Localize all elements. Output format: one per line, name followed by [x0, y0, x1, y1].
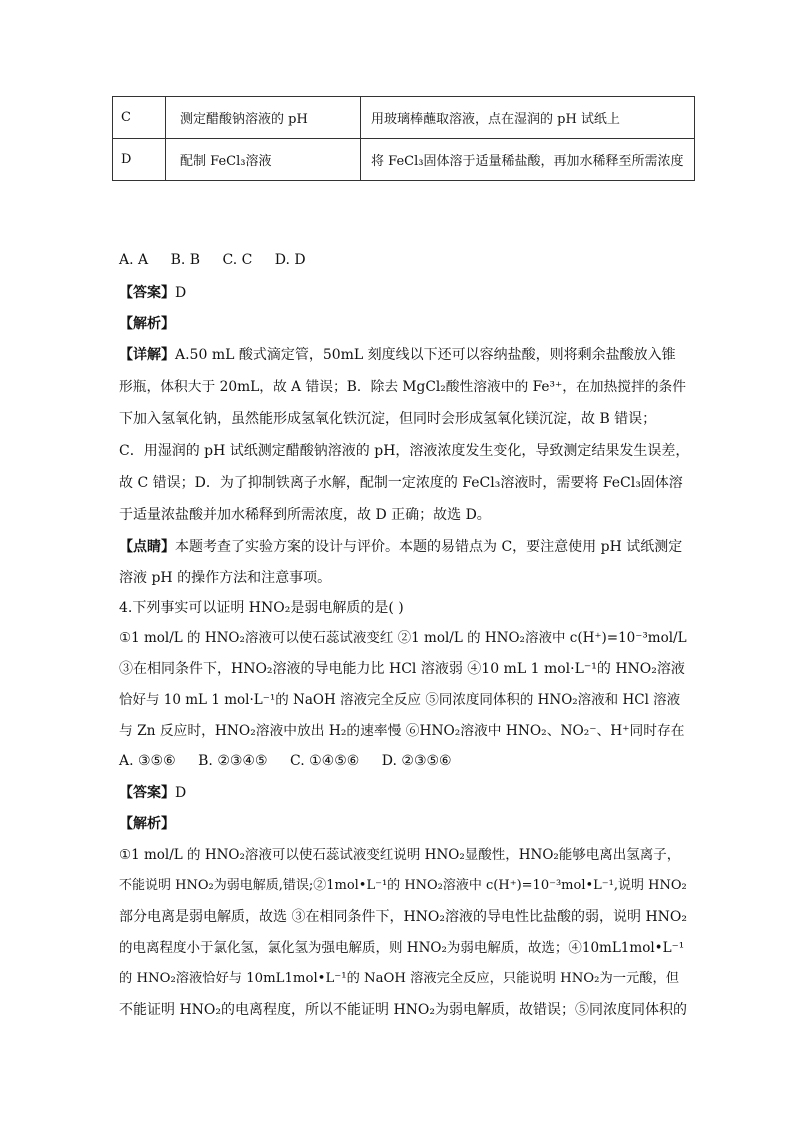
- q3-answer: [119, 283, 689, 303]
- choice-d: D. D: [274, 252, 306, 268]
- q4-stem: 4.下列事实可以证明 HNO₂是弱电解质的是( ): [119, 600, 404, 616]
- q4-choices: [119, 751, 689, 771]
- q3-comment-line: 溶液 pH 的操作方法和注意事项。: [119, 570, 332, 586]
- answer-label: 【答案】: [119, 285, 175, 301]
- analysis-label: 【解析】: [119, 816, 175, 832]
- table-row: [113, 139, 695, 181]
- q4-analysis-line: ①1 mol/L 的 HNO₂溶液可以使石蕊试液变红说明 HNO₂显酸性，HNO₂能够电离出氢离子，: [119, 847, 681, 863]
- q3-detail-line: [119, 345, 689, 365]
- choice-d: D. ②③⑤⑥: [381, 753, 452, 769]
- q4-analysis-line: 部分电离是弱电解质，故选 ③在相同条件下，HNO₂溶液的导电性比盐酸的弱，说明 HNO₂: [119, 909, 687, 925]
- experiment-options-table: [112, 96, 695, 181]
- choice-a: A. A: [119, 252, 149, 268]
- option-key: D: [113, 139, 166, 181]
- experiment-method: 用玻璃棒蘸取溶液，点在湿润的 pH 试纸上: [361, 97, 695, 139]
- choice-b: B. ②③④⑤: [198, 753, 268, 769]
- q3-comment-line: [119, 537, 689, 557]
- answer-value: D: [175, 285, 187, 301]
- q4-analysis-line: 不能说明 HNO₂为弱电解质,错误;②1mol•L⁻¹的 HNO₂溶液中 c(H⁺)=10⁻³mol•L⁻¹,说明 HNO₂: [119, 878, 687, 893]
- q4-statement-line: ③在相同条件下，HNO₂溶液的导电能力比 HCl 溶液弱 ④10 mL 1 mol·L⁻¹的 HNO₂溶液: [119, 661, 685, 677]
- q3-detail-line: 故 C 错误；D．为了抑制铁离子水解，配制一定浓度的 FeCl₃溶液时，需要将 FeCl₃固体溶: [119, 475, 683, 491]
- comment-label: 【点睛】: [119, 539, 175, 555]
- q3-detail-line: 下加入氢氧化钠，虽然能形成氢氧化铁沉淀，但同时会形成氢氧化镁沉淀，故 B 错误；: [119, 411, 657, 427]
- choice-c: C. ①④⑤⑥: [289, 753, 360, 769]
- experiment-action: 配制 FeCl₃溶液: [166, 139, 361, 181]
- detail-text: A.50 mL 酸式滴定管，50mL 刻度线以下还可以容纳盐酸，则将剩余盐酸放入锥: [175, 347, 676, 363]
- q4-statement-line: ①1 mol/L 的 HNO₂溶液可以使石蕊试液变红 ②1 mol/L 的 HNO₂溶液中 c(H⁺)=10⁻³mol/L: [119, 630, 687, 646]
- q3-detail-line: 形瓶，体积大于 20mL，故 A 错误；B．除去 MgCl₂酸性溶液中的 Fe³⁺，在加热搅拌的条件: [119, 379, 687, 395]
- option-key: C: [113, 97, 166, 139]
- q4-analysis-label: [119, 814, 689, 834]
- comment-text: 本题考查了实验方案的设计与评价。本题的易错点为 C，要注意使用 pH 试纸测定: [175, 539, 683, 555]
- table-row: [113, 97, 695, 139]
- q4-analysis-line: 的 HNO₂溶液恰好与 10mL1mol•L⁻¹的 NaOH 溶液完全反应，只能说明 HNO₂为一元酸，但: [119, 971, 679, 986]
- q4-analysis-line: 的电离程度小于氯化氢，氯化氢为强电解质，则 HNO₂为弱电解质，故选；④10mL1mol•L⁻¹: [119, 940, 685, 956]
- q3-detail-line: 于适量浓盐酸并加水稀释到所需浓度，故 D 正确；故选 D。: [119, 507, 491, 523]
- answer-label: 【答案】: [119, 785, 175, 801]
- q4-answer: [119, 783, 689, 803]
- q4-statement-line: 恰好与 10 mL 1 mol·L⁻¹的 NaOH 溶液完全反应 ⑤同浓度同体积的 HNO₂溶液和 HCl 溶液: [119, 692, 681, 708]
- choice-a: A. ③⑤⑥: [119, 753, 176, 769]
- q4-statement-line: 与 Zn 反应时，HNO₂溶液中放出 H₂的速率慢 ⑥HNO₂溶液中 HNO₂、NO₂⁻、H⁺同时存在: [119, 723, 685, 739]
- q3-analysis-label: [119, 314, 689, 334]
- analysis-label: 【解析】: [119, 316, 175, 332]
- answer-value: D: [175, 785, 187, 801]
- experiment-action: 测定醋酸钠溶液的 pH: [166, 97, 361, 139]
- detail-label: 【详解】: [119, 347, 175, 363]
- q4-analysis-line: 不能证明 HNO₂的电离程度，所以不能证明 HNO₂为弱电解质，故错误；⑤同浓度同体积的: [119, 1002, 687, 1018]
- choice-b: B. B: [170, 252, 201, 268]
- experiment-method: 将 FeCl₃固体溶于适量稀盐酸，再加水稀释至所需浓度: [361, 139, 695, 181]
- choice-c: C. C: [222, 252, 253, 268]
- q3-choices: [119, 250, 689, 270]
- q3-detail-line: C．用湿润的 pH 试纸测定醋酸钠溶液的 pH，溶液浓度发生变化，导致测定结果发生误差，: [119, 443, 690, 459]
